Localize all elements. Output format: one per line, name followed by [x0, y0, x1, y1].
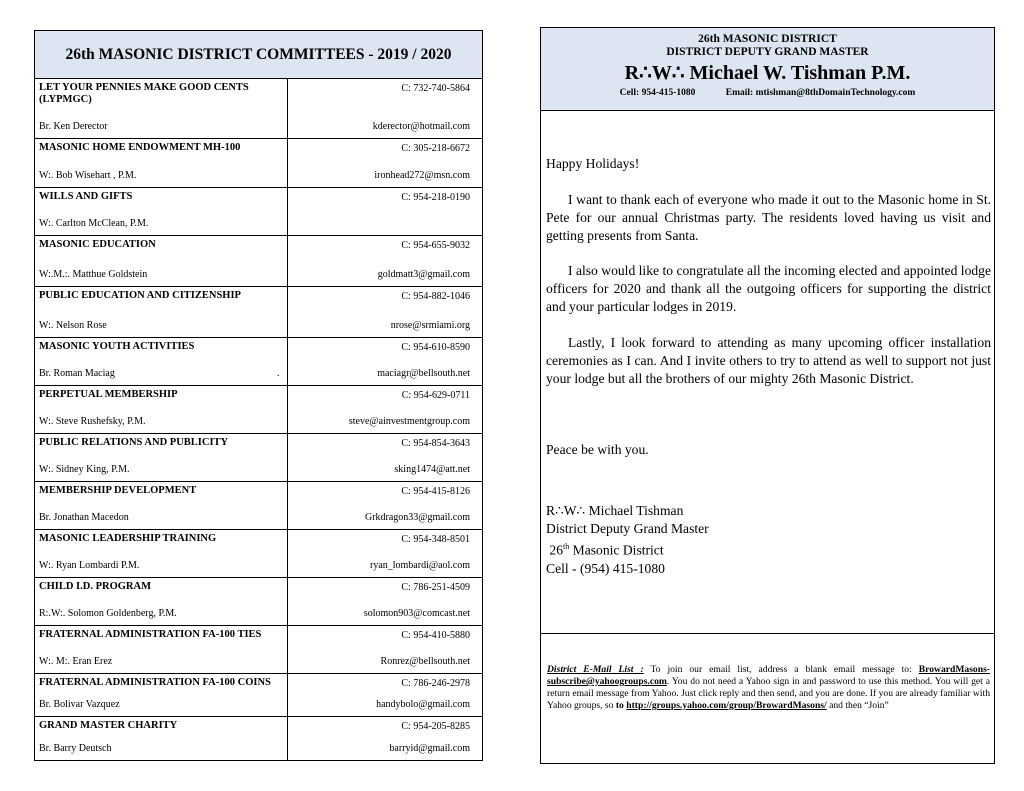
- committee-chair: Br. Barry Deutsch: [39, 743, 112, 754]
- committee-phone: C: 786-251-4509: [401, 582, 470, 593]
- signature-cell: Cell - (954) 415-1080: [546, 560, 665, 576]
- committee-name: LET YOUR PENNIES MAKE GOOD CENTS (LYPMGC): [39, 82, 249, 105]
- committees-title: 26th MASONIC DISTRICT COMMITTEES - 2019 / 2020: [35, 31, 482, 79]
- committee-chair: W:. Steve Rushefsky, P.M.: [39, 416, 146, 427]
- committee-row: [35, 578, 482, 626]
- committee-row: [35, 236, 482, 287]
- committee-email[interactable]: sking1474@att.net: [394, 464, 470, 475]
- committee-chair: W:. Sidney King, P.M.: [39, 464, 130, 475]
- signature-block: [546, 502, 709, 578]
- committee-row: [35, 139, 482, 188]
- committee-name: MASONIC HOME ENDOWMENT MH-100: [39, 142, 241, 153]
- committee-email[interactable]: nrose@srmiami.org: [390, 320, 470, 331]
- committee-row: [35, 188, 482, 236]
- committee-chair: Br. Jonathan Macedon: [39, 512, 129, 523]
- letter-paragraph-1: I want to thank each of everyone who made it out to the Masonic home in St. Pete for our annual Christmas party. The residents loved having us visit and getting presents from Santa.: [546, 192, 991, 243]
- committee-row: [35, 338, 482, 386]
- committee-chair: W:. M:. Eran Erez: [39, 656, 113, 667]
- committee-row: [35, 530, 482, 578]
- committee-email[interactable]: kderector@hotmail.com: [372, 121, 470, 132]
- committee-name: PERPETUAL MEMBERSHIP: [39, 389, 178, 400]
- committee-phone: C: 954-218-0190: [401, 192, 470, 203]
- committee-name: GRAND MASTER CHARITY: [39, 720, 178, 731]
- committees-table: [35, 79, 482, 761]
- committee-chair: Br. Bolivar Vazquez: [39, 699, 120, 710]
- email-list-text: District E-Mail List : To join our email list, address a blank email message to: BrowardMasons-subscribe@yahoogroups.com. You do not need a Yahoo sign in and password to use this method. You will get a return email message from Yahoo. Just click reply and then send, and you are done. If you are already familiar with Yahoo groups, so to http://groups.yahoo.com/group/BrowardMasons/ and then “Join”: [547, 664, 990, 711]
- committee-row: [35, 717, 482, 760]
- greeting: Happy Holidays!: [546, 156, 640, 171]
- committees-panel: [34, 30, 483, 761]
- committee-chair: W:.M.:. Matthue Goldstein: [39, 269, 148, 280]
- committee-name: FRATERNAL ADMINISTRATION FA-100 COINS: [39, 677, 271, 688]
- committee-email[interactable]: Grkdragon33@gmail.com: [364, 512, 470, 523]
- committee-email[interactable]: ryan_lombardi@aol.com: [369, 560, 470, 571]
- letter-paragraph-3: Lastly, I look forward to attending as many upcoming officer installation ceremonies as I can. And I invite others to try to attend as well to support not just your lodge but all the brothers of our mighty 26th Masonic District.: [546, 335, 991, 386]
- committee-name: MASONIC EDUCATION: [39, 239, 156, 250]
- committee-phone: C: 954-882-1046: [401, 291, 470, 302]
- committee-chair: W:. Bob Wisehart , P.M.: [39, 170, 137, 181]
- committee-chair: W:. Carlton McClean, P.M.: [39, 218, 149, 229]
- committee-name: CHILD I.D. PROGRAM: [39, 581, 151, 592]
- signature-name: R∴W∴ Michael Tishman: [546, 503, 684, 518]
- committee-phone: C: 954-629-0711: [401, 390, 470, 401]
- ddgm-name: R∴W∴ Michael W. Tishman P.M.: [624, 62, 911, 84]
- subscribe-email-link[interactable]: BrowardMasons-subscribe@yahoogroups.com: [547, 664, 990, 687]
- committee-name: MEMBERSHIP DEVELOPMENT: [39, 485, 197, 496]
- committee-email[interactable]: solomon903@comcast.net: [363, 608, 470, 619]
- email-list-box: [541, 633, 994, 763]
- committee-row: [35, 386, 482, 434]
- header-cell: Cell: 954-415-1080: [619, 88, 696, 98]
- committee-row: [35, 287, 482, 338]
- ddgm-letter-panel: [540, 27, 995, 764]
- signature-district: 26th Masonic District: [549, 542, 664, 558]
- committee-name: PUBLIC RELATIONS AND PUBLICITY: [39, 437, 229, 448]
- committee-email[interactable]: maciagr@bellsouth.net: [377, 368, 470, 379]
- email-list-label: District E-Mail List :: [547, 664, 644, 675]
- letter-header: [541, 28, 994, 111]
- committee-email[interactable]: barryid@gmail.com: [389, 743, 470, 754]
- committee-name: PUBLIC EDUCATION AND CITIZENSHIP: [39, 290, 241, 301]
- committee-name: FRATERNAL ADMINISTRATION FA-100 TIES: [39, 629, 262, 640]
- committee-name: WILLS AND GIFTS: [39, 191, 133, 202]
- ddgm-heading: DISTRICT DEPUTY GRAND MASTER: [666, 46, 869, 58]
- committee-phone: C: 786-246-2978: [401, 678, 470, 689]
- committee-name: MASONIC YOUTH ACTIVITIES: [39, 341, 195, 352]
- committee-email[interactable]: ironhead272@msn.com: [374, 170, 470, 181]
- contact-line: [541, 88, 994, 98]
- committee-email[interactable]: Ronrez@bellsouth.net: [380, 656, 470, 667]
- committee-chair: W:. Ryan Lombardi P.M.: [39, 560, 140, 571]
- committee-row: [35, 674, 482, 717]
- committee-phone: C: 954-410-5880: [401, 630, 470, 641]
- committee-phone: C: 954-655-9032: [401, 240, 470, 251]
- district-heading: 26th MASONIC DISTRICT: [698, 33, 837, 45]
- committee-name: MASONIC LEADERSHIP TRAINING: [39, 533, 217, 544]
- committee-phone: C: 954-205-8285: [401, 721, 470, 732]
- committee-phone: C: 732-740-5864: [401, 83, 470, 94]
- yahoo-group-link[interactable]: http://groups.yahoo.com/group/BrowardMasons/: [626, 700, 827, 711]
- committee-row: [35, 626, 482, 674]
- letter-paragraph-2: I also would like to congratulate all the incoming elected and appointed lodge officers for 2020 and thank all the outgoing officers for supporting the district and your particular lodges in 2019.: [546, 263, 991, 314]
- committee-phone: C: 954-415-8126: [401, 486, 470, 497]
- committee-row: [35, 79, 482, 139]
- closing: Peace be with you.: [546, 442, 649, 457]
- committee-email[interactable]: goldmatt3@gmail.com: [377, 269, 470, 280]
- committee-chair: Br. Ken Derector: [39, 121, 108, 132]
- committee-row: [35, 482, 482, 530]
- committee-chair: W:. Nelson Rose: [39, 320, 107, 331]
- stray-dot: .: [277, 368, 280, 379]
- committee-phone: C: 954-610-8590: [401, 342, 470, 353]
- signature-title: District Deputy Grand Master: [546, 521, 709, 536]
- committee-phone: C: 954-854-3643: [401, 438, 470, 449]
- committee-chair: Br. Roman Maciag: [39, 368, 115, 379]
- committee-email[interactable]: handybolo@gmail.com: [376, 699, 470, 710]
- committee-phone: C: 954-348-8501: [401, 534, 470, 545]
- committee-row: [35, 434, 482, 482]
- committee-phone: C: 305-218-6672: [401, 143, 470, 154]
- committee-chair: R:.W:. Solomon Goldenberg, P.M.: [39, 608, 177, 619]
- header-email: Email: mtishman@8thDomainTechnology.com: [725, 88, 916, 98]
- committee-email[interactable]: steve@ainvestmentgroup.com: [348, 416, 470, 427]
